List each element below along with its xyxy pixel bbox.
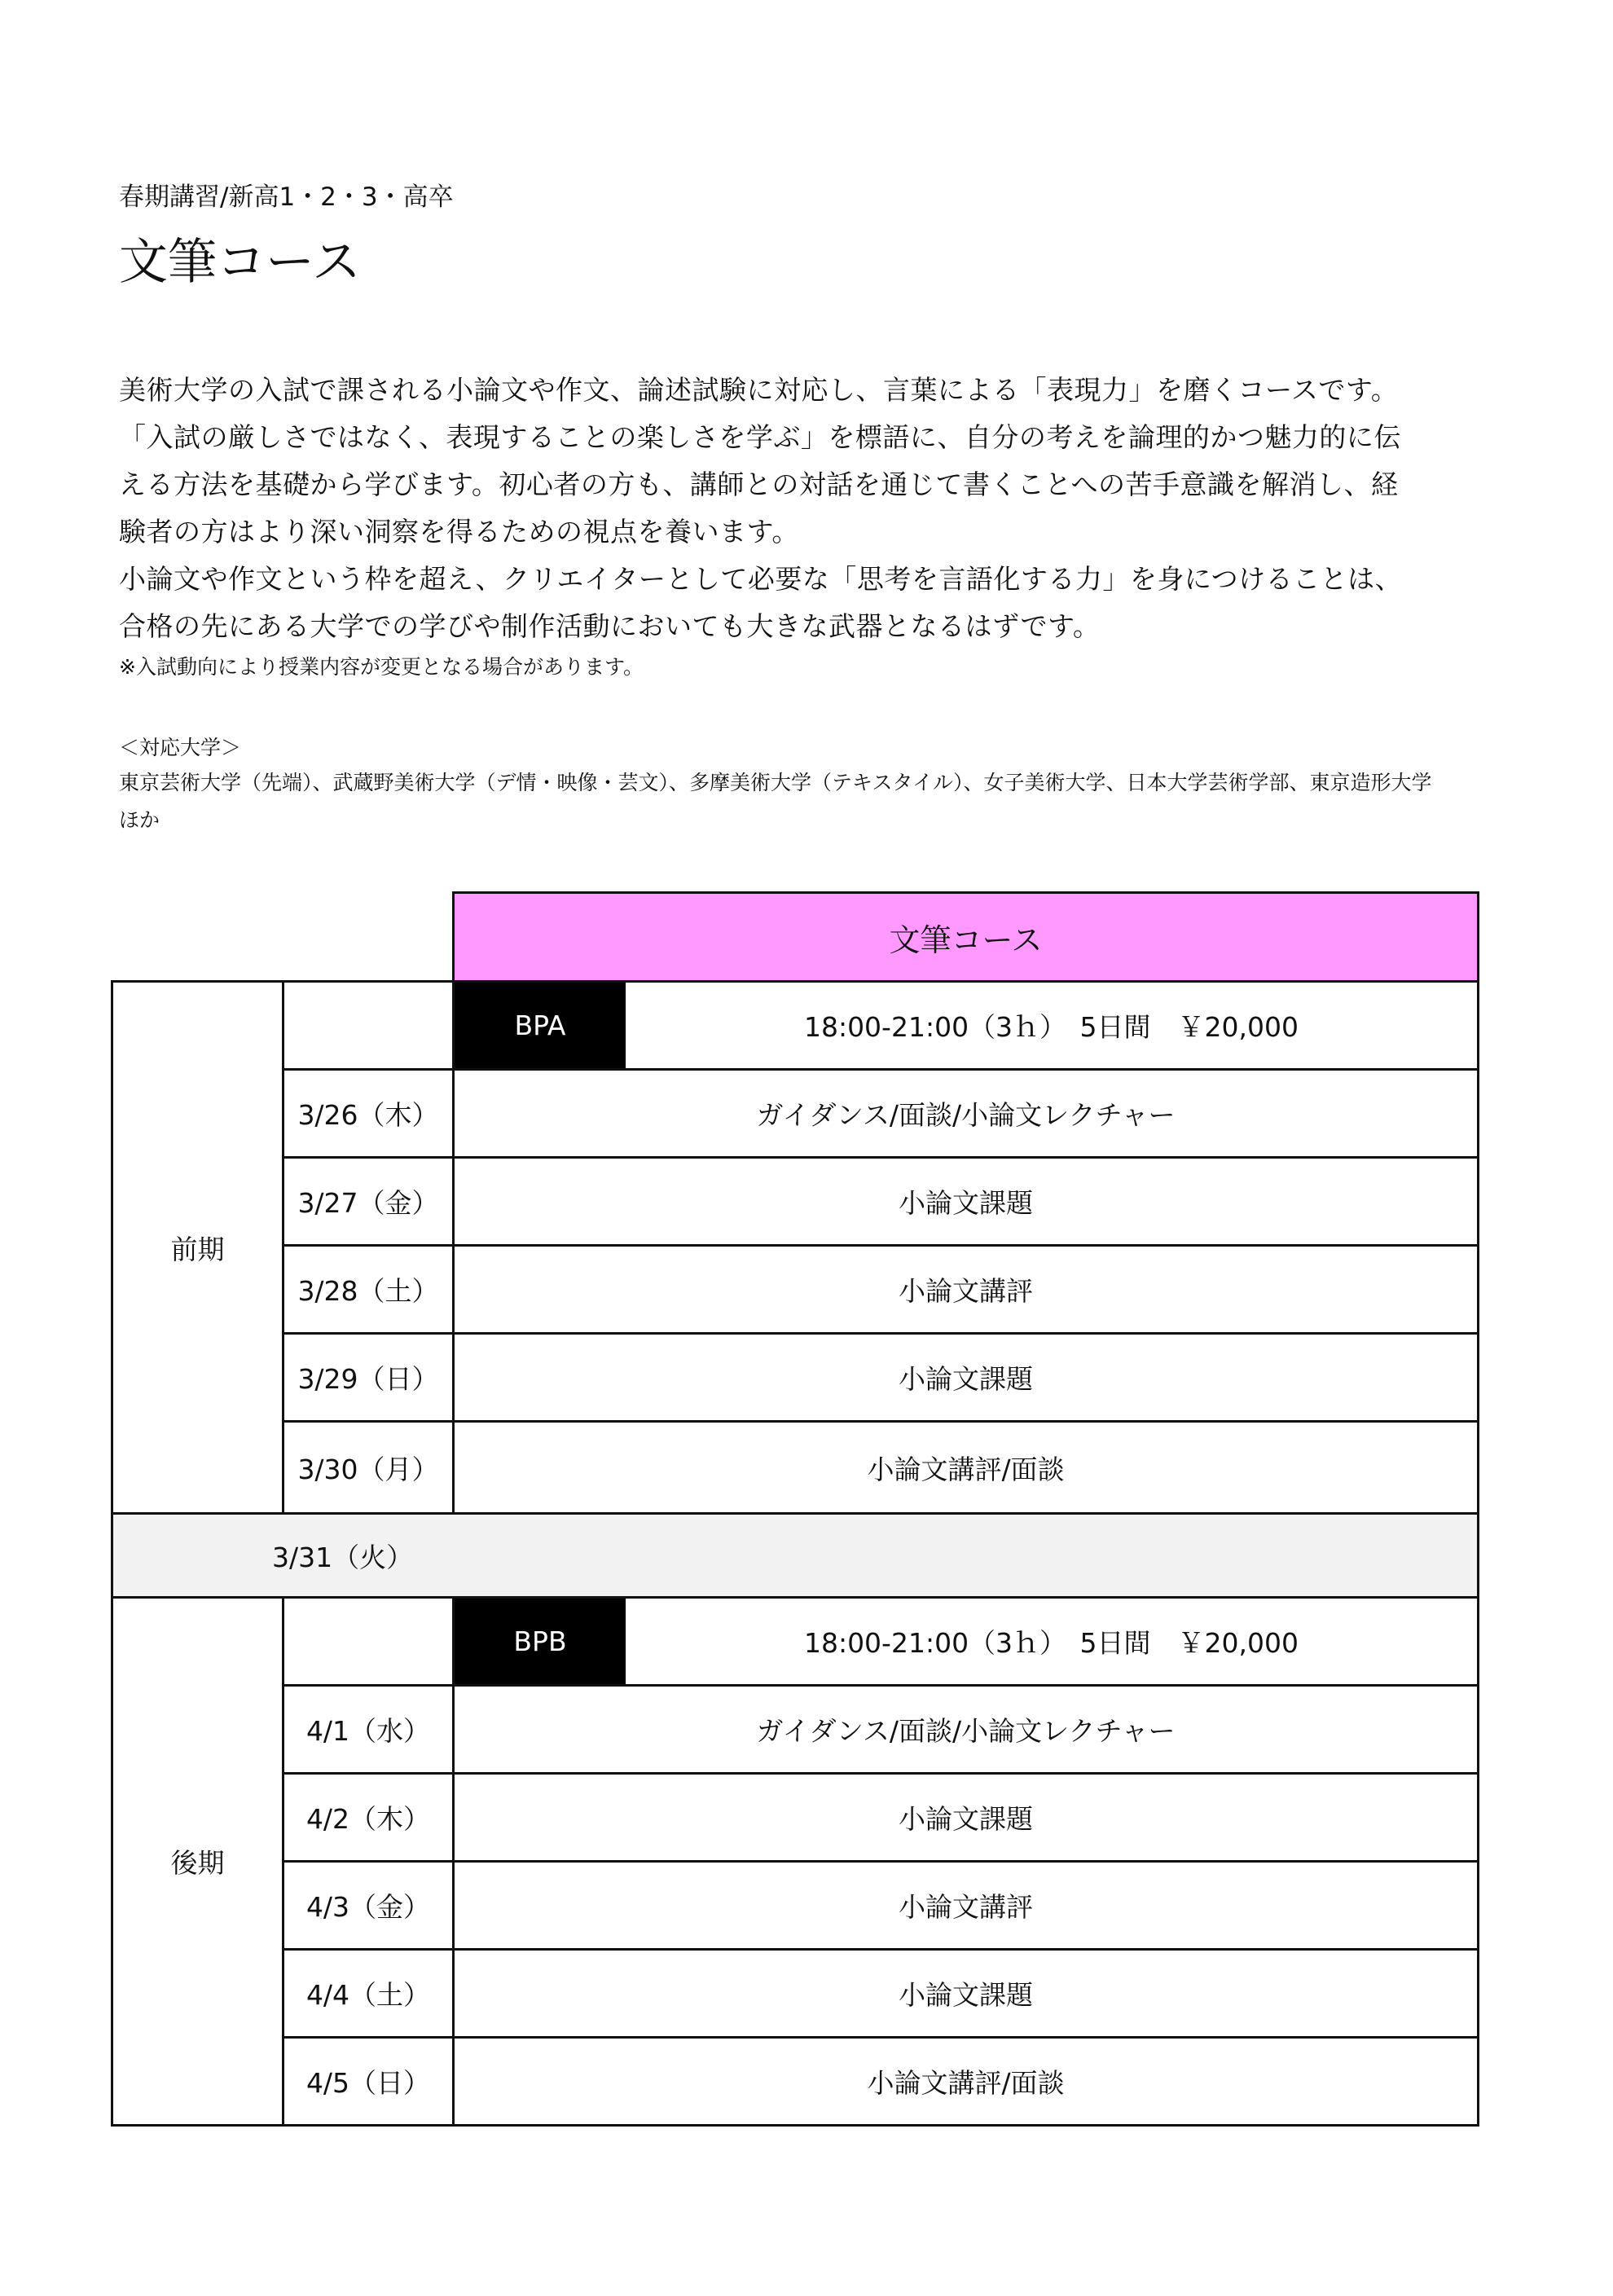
course-code-badge: BPA xyxy=(455,983,626,1068)
date-cell: 3/27（金） xyxy=(282,1156,455,1247)
content-cell: 小論文課題 xyxy=(452,1332,1479,1423)
date-cell: 4/4（土） xyxy=(282,1948,455,2039)
empty-date-cell xyxy=(282,1596,455,1687)
description-line: 小論文や作文という枠を超え、クリエイターとして必要な「思考を言語化する力」を身につけることは、 xyxy=(119,563,1403,595)
course-title: 文筆コース xyxy=(119,234,361,291)
content-cell: 小論文講評 xyxy=(452,1860,1479,1951)
description-line: 美術大学の入試で課される小論文や作文、論述試験に対応し、言葉による「表現力」を磨くコースです。 xyxy=(119,374,1399,406)
date-cell: 4/1（水） xyxy=(282,1684,455,1775)
content-cell: ガイダンス/面談/小論文レクチャー xyxy=(452,1068,1479,1159)
course-description xyxy=(119,367,1504,683)
content-cell: 小論文課題 xyxy=(452,1948,1479,2039)
period-label-first: 前期 xyxy=(111,980,284,1515)
course-subtitle: 春期講習/新高1・2・3・高卒 xyxy=(119,183,454,212)
rest-day-row: 3/31（火） xyxy=(111,1512,1479,1599)
empty-date-cell xyxy=(282,980,455,1071)
universities-heading: ＜対応大学＞ xyxy=(119,736,242,759)
description-line: 合格の先にある大学での学びや制作活動においても大きな武器となるはずです。 xyxy=(119,610,1101,642)
content-cell: 小論文課題 xyxy=(452,1772,1479,1863)
course-code-badge: BPB xyxy=(455,1599,626,1684)
session-info: 18:00-21:00（3ｈ） 5日間 ￥20,000 xyxy=(803,1627,1299,1659)
description-note: ※入試動向により授業内容が変更となる場合があります。 xyxy=(119,655,644,679)
period-label-second: 後期 xyxy=(111,1596,284,2127)
universities-section xyxy=(119,732,1455,839)
content-cell: 小論文講評/面談 xyxy=(452,2036,1479,2127)
content-cell: ガイダンス/面談/小論文レクチャー xyxy=(452,1684,1479,1775)
session-info: 18:00-21:00（3ｈ） 5日間 ￥20,000 xyxy=(803,1011,1299,1043)
schedule-course-header: 文筆コース xyxy=(452,891,1479,983)
content-cell: 小論文課題 xyxy=(452,1156,1479,1247)
date-cell: 4/2（木） xyxy=(282,1772,455,1863)
session-info-row-second xyxy=(452,1596,1479,1687)
date-cell: 3/28（土） xyxy=(282,1244,455,1335)
description-line: 験者の方はより深い洞察を得るための視点を養います。 xyxy=(119,516,799,548)
date-cell: 4/5（日） xyxy=(282,2036,455,2127)
date-cell: 3/29（日） xyxy=(282,1332,455,1423)
date-cell: 4/3（金） xyxy=(282,1860,455,1951)
content-cell: 小論文講評/面談 xyxy=(452,1420,1479,1515)
content-cell: 小論文講評 xyxy=(452,1244,1479,1335)
session-info-row-first xyxy=(452,980,1479,1071)
date-cell: 3/30（月） xyxy=(282,1420,455,1515)
universities-list: 東京芸術大学（先端）、武蔵野美術大学（デ情・映像・芸文）、多摩美術大学（テキスタイル）、女子美術大学、日本大学芸術学部、東京造形大学 ほか xyxy=(119,771,1432,832)
date-cell: 3/26（木） xyxy=(282,1068,455,1159)
description-line: える方法を基礎から学びます。初心者の方も、講師との対話を通じて書くことへの苦手意識を解消し、経 xyxy=(119,468,1399,500)
description-line: 「入試の厳しさではなく、表現することの楽しさを学ぶ」を標語に、自分の考えを論理的かつ魅力的に伝 xyxy=(119,421,1401,453)
